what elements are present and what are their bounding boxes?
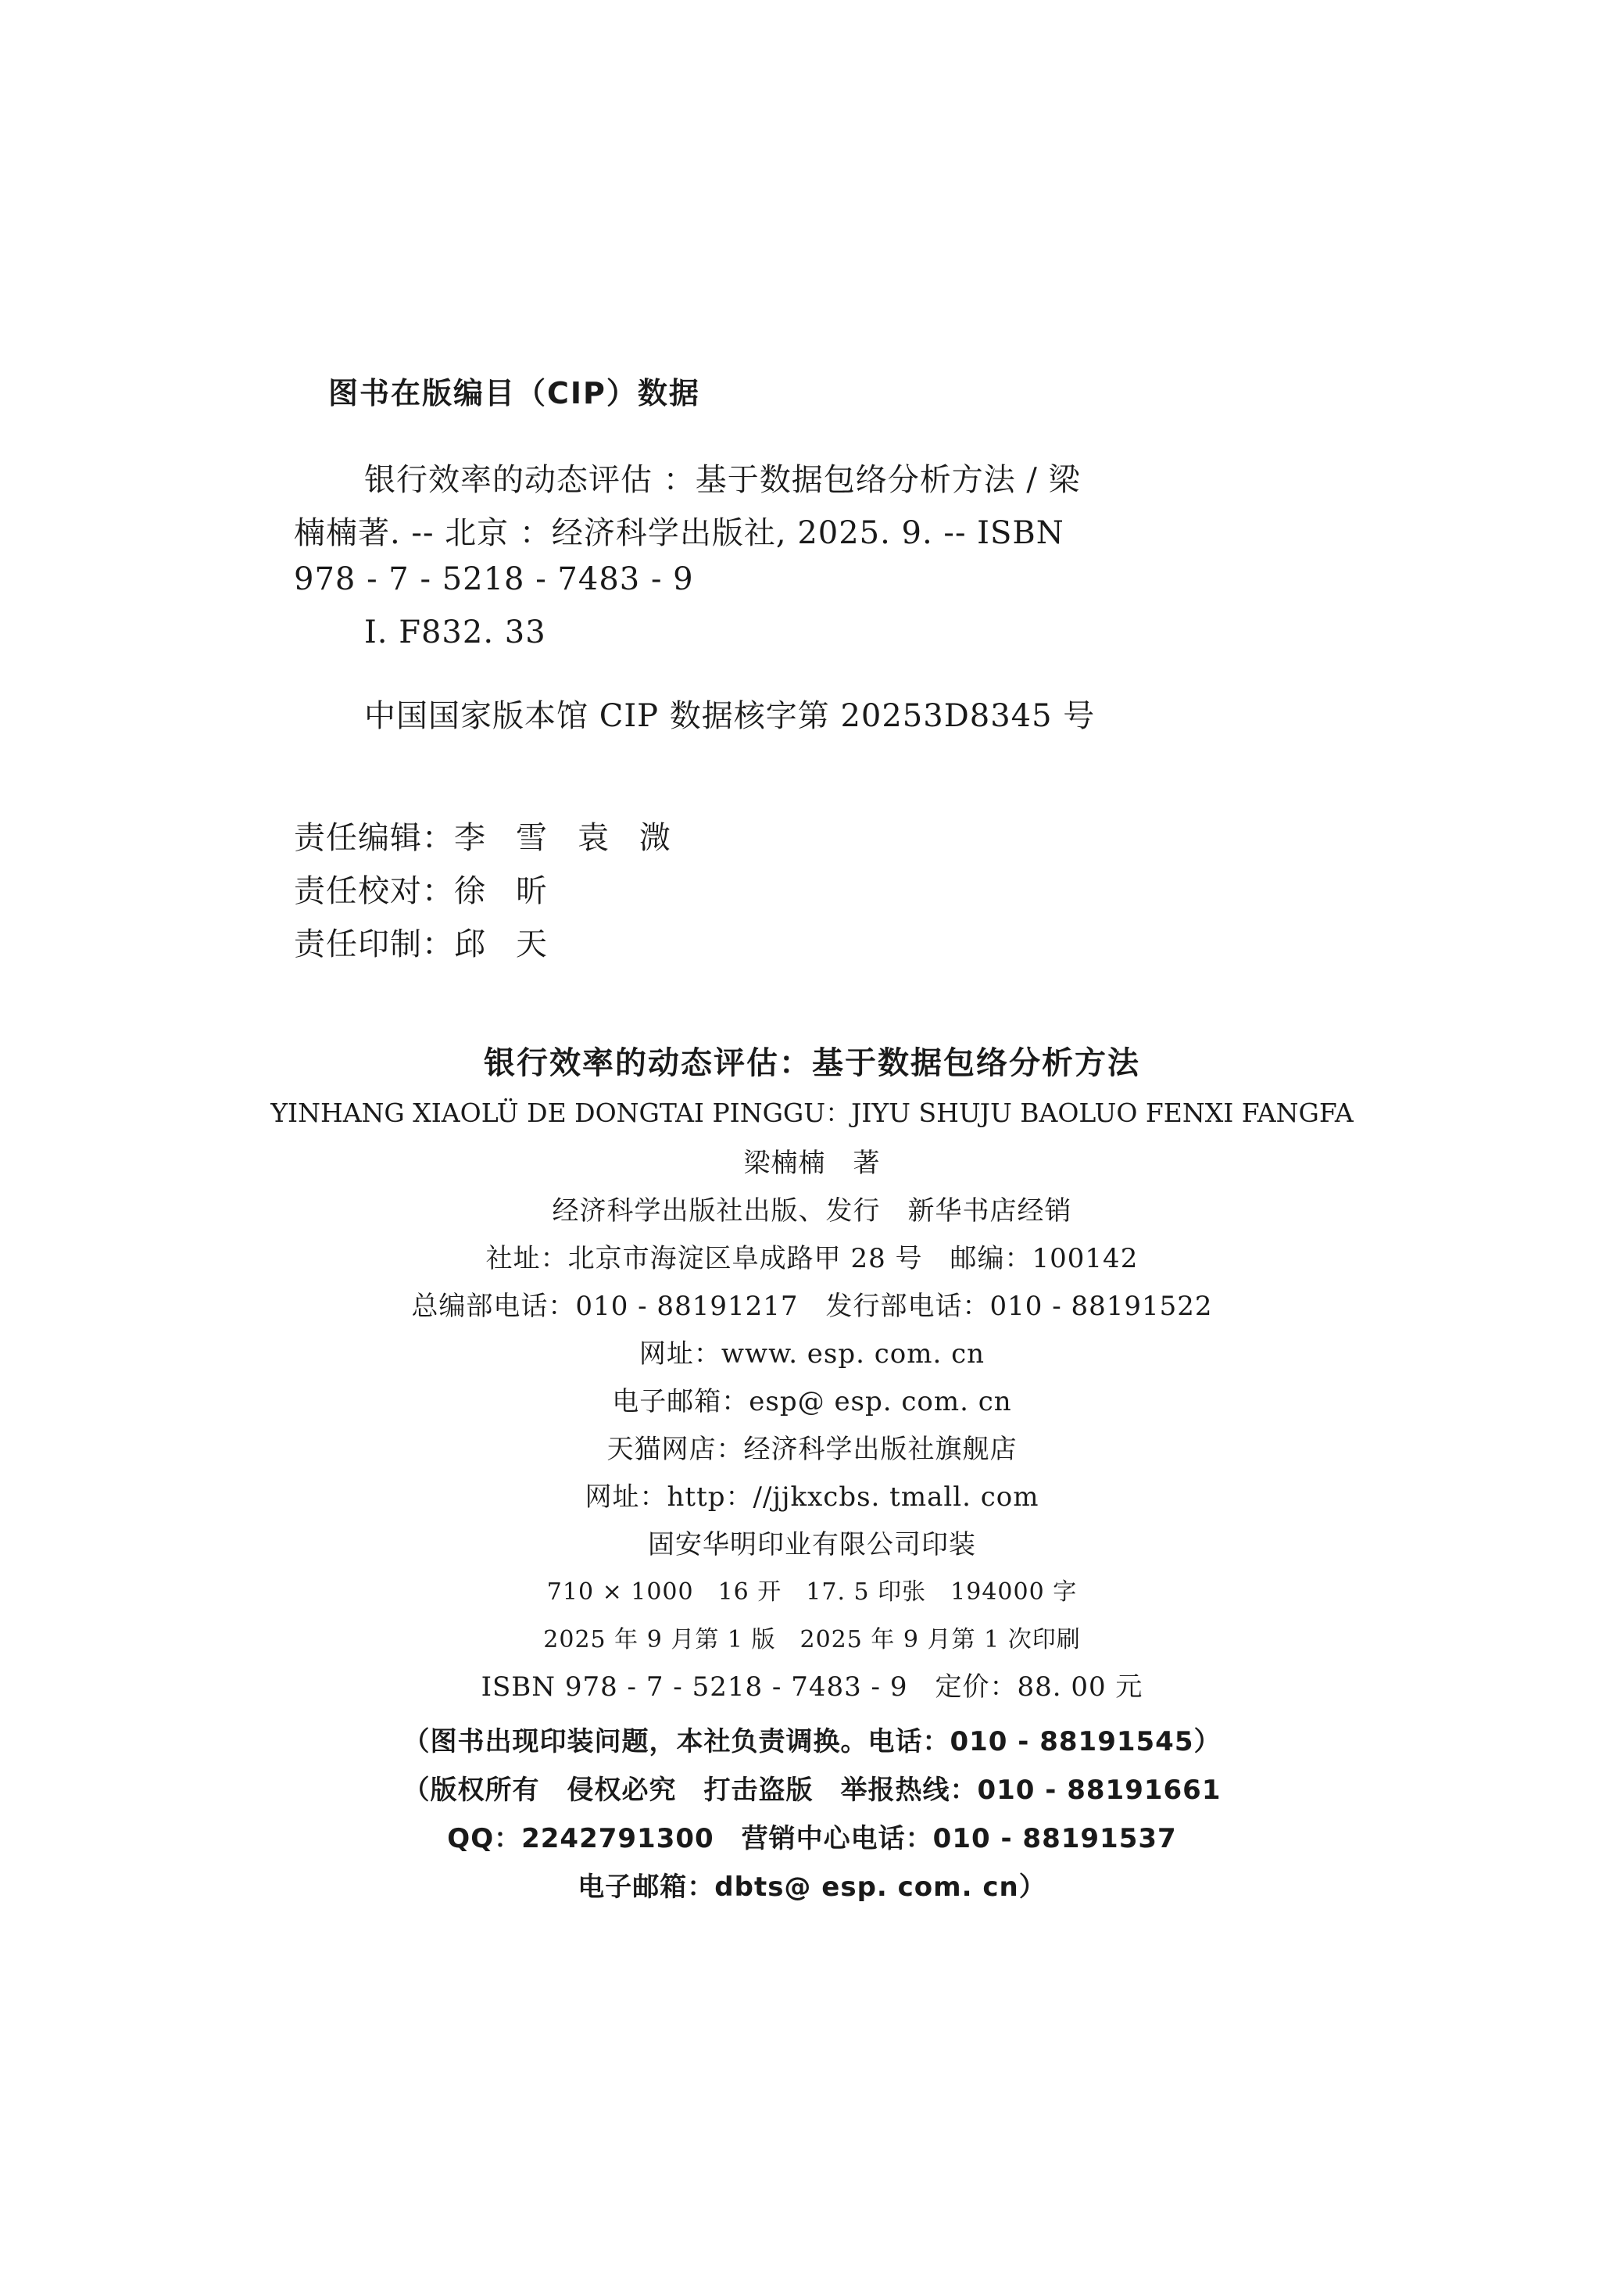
cip-heading: 图书在版编目（CIP）数据	[328, 376, 700, 410]
isbn-price-line: ISBN 978 - 7 - 5218 - 7483 - 9 定价：88. 00 元	[481, 1671, 1143, 1703]
responsible-printing-names	[454, 919, 578, 964]
author-line: 梁楠楠 著	[743, 1148, 881, 1179]
responsible-editor-label: 责任编辑：	[294, 820, 454, 856]
editor-name-char: 溦	[639, 820, 671, 856]
responsible-printing-label: 责任印制：	[294, 926, 454, 962]
proofreader-name-char: 徐	[454, 873, 486, 909]
cip-entry-line-2: 楠楠著. -- 北京 ：经济科学出版社, 2025. 9. -- ISBN	[294, 515, 1064, 551]
format-line: 710 × 1000 16 开 17. 5 印张 194000 字	[546, 1578, 1078, 1606]
book-title-pinyin: YINHANG XIAOLÜ DE DONGTAI PINGGU：JIYU SHUJU BAOLUO FENXI FANGFA	[270, 1098, 1354, 1128]
printing-name-char: 邱	[454, 926, 486, 962]
cip-record-number: 中国国家版本馆 CIP 数据核字第 20253D8345 号	[364, 698, 1096, 734]
responsible-proofreader	[294, 866, 578, 911]
book-title: 银行效率的动态评估：基于数据包络分析方法	[484, 1045, 1140, 1081]
cip-entry-line-1: 银行效率的动态评估 ：基于数据包络分析方法 / 梁	[364, 462, 1081, 498]
editor-name-char: 李	[454, 820, 486, 856]
misprint-notice: （图书出现印装问题，本社负责调换。电话：010 - 88191545）	[402, 1726, 1222, 1757]
email-line: 电子邮箱：esp@ esp. com. cn	[612, 1386, 1012, 1417]
proofreader-name-char: 昕	[516, 873, 548, 909]
piracy-email-line: 电子邮箱：dbts@ esp. com. cn）	[578, 1872, 1046, 1903]
editor-name-char: 雪	[516, 820, 548, 856]
phones-line: 总编部电话：010 - 88191217 发行部电话：010 - 88191522	[411, 1291, 1213, 1322]
responsible-proofreader-label: 责任校对：	[294, 873, 454, 909]
printing-name-char: 天	[516, 926, 548, 962]
cip-classification: Ⅰ. F832. 33	[364, 614, 546, 650]
printer-line: 固安华明印业有限公司印装	[648, 1529, 976, 1560]
copyright-notice: （版权所有 侵权必究 打击盗版 举报热线：010 - 88191661	[402, 1775, 1222, 1806]
responsible-editor	[294, 813, 701, 858]
publisher-line: 经济科学出版社出版、发行 新华书店经销	[552, 1195, 1072, 1227]
website-line: 网址：www. esp. com. cn	[639, 1338, 985, 1370]
address-line: 社址：北京市海淀区阜成路甲 28 号 邮编：100142	[485, 1243, 1139, 1274]
qq-marketing-line: QQ：2242791300 营销中心电话：010 - 88191537	[447, 1823, 1177, 1854]
responsible-editor-names	[454, 813, 701, 858]
edition-line: 2025 年 9 月第 1 版 2025 年 9 月第 1 次印刷	[543, 1626, 1081, 1653]
tmall-store-line: 天猫网店：经济科学出版社旗舰店	[606, 1434, 1018, 1465]
cip-entry-line-3: 978 - 7 - 5218 - 7483 - 9	[294, 561, 694, 597]
responsible-printing	[294, 919, 578, 964]
responsible-proofreader-names	[454, 866, 578, 911]
editor-name-char: 袁	[578, 820, 610, 856]
tmall-url-line: 网址：http：//jjkxcbs. tmall. com	[585, 1481, 1039, 1513]
